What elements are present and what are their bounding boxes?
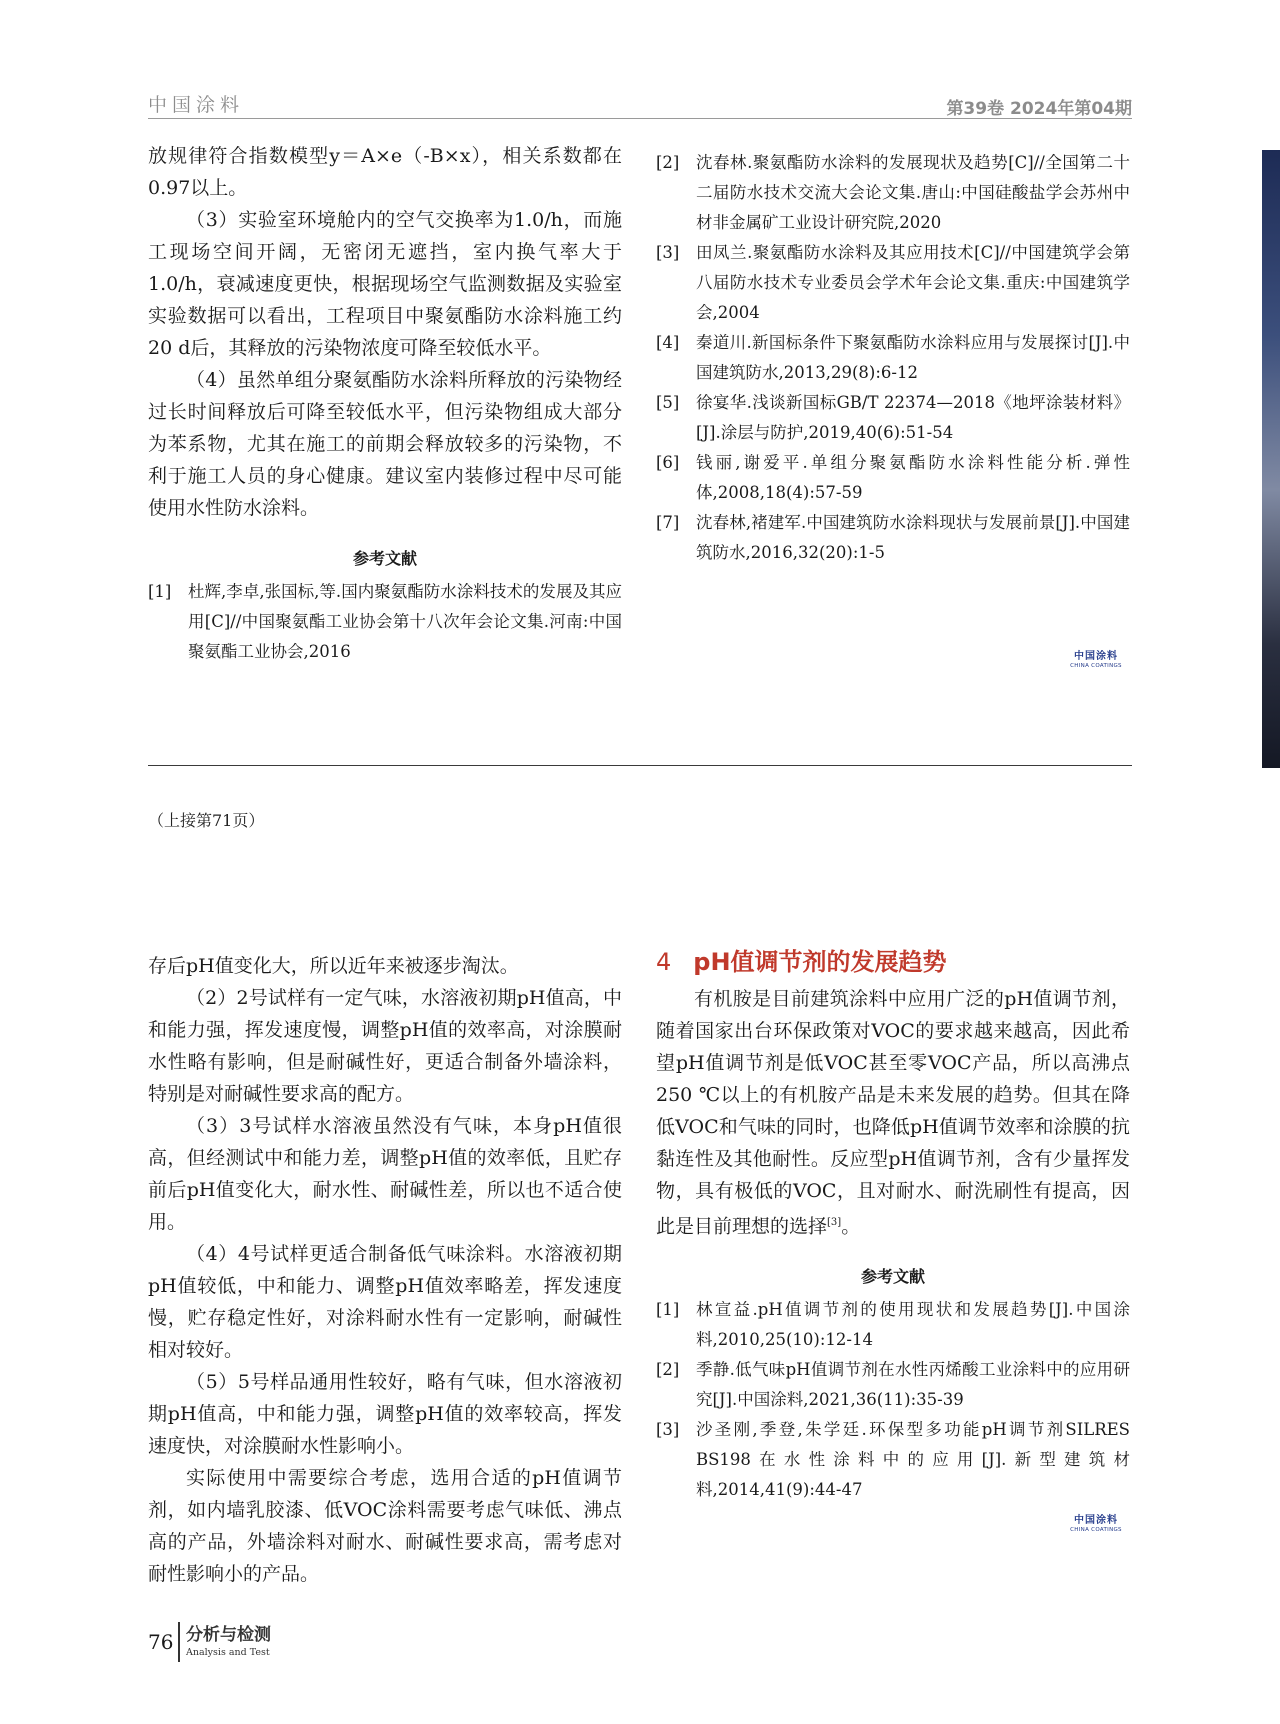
reference-text: 沙圣刚,季登,朱学廷.环保型多功能pH调节剂SILRES BS198在水性涂料中的应用[J].新型建筑材料,2014,41(9):44-47	[696, 1420, 1130, 1500]
reference-number: [3]	[656, 1420, 680, 1440]
china-coatings-logo	[1060, 1516, 1132, 1534]
reference-text: 季静.低气味pH值调节剂在水性丙烯酸工业涂料中的应用研究[J].中国涂料,2021,36(11):35-39	[696, 1360, 1130, 1410]
reference-text: 杜辉,李卓,张国标,等.国内聚氨酯防水涂料技术的发展及其应用[C]//中国聚氨酯工业协会第十八次年会论文集.河南:中国聚氨酯工业协会,2016	[188, 582, 622, 661]
paragraph	[656, 983, 1130, 1242]
reference-number: [7]	[656, 513, 680, 532]
reference-item	[656, 1355, 1130, 1415]
paragraph: （5）5号样品通用性较好，略有气味，但水溶液初期pH值高，中和能力强，调整pH值的效率较高，挥发速度快，对涂膜耐水性影响小。	[148, 1371, 622, 1457]
issue-info: 第39卷 2024年第04期	[946, 99, 1132, 119]
page-number: 76	[148, 1630, 174, 1654]
reference-item	[656, 148, 1130, 238]
reference-text: 钱丽,谢爱平.单组分聚氨酯防水涂料性能分析.弹性体,2008,18(4):57-59	[696, 453, 1130, 502]
section-number: 4	[656, 948, 672, 976]
reference-number: [6]	[656, 453, 680, 472]
top-left-column	[148, 140, 622, 667]
paragraph: 实际使用中需要综合考虑，选用合适的pH值调节剂，如内墙乳胶漆、低VOC涂料需要考虑气味低、沸点高的产品，外墙涂料对耐水、耐碱性要求高，需考虑对耐性影响小的产品。	[148, 1467, 622, 1585]
paragraph: 放规律符合指数模型y＝A×e（-B×x），相关系数都在0.97以上。	[148, 145, 622, 199]
reference-number: [2]	[656, 153, 680, 172]
reference-number: [2]	[656, 1360, 680, 1380]
reference-item	[656, 238, 1130, 328]
reference-text: 林宣益.pH值调节剂的使用现状和发展趋势[J].中国涂料,2010,25(10):12-14	[696, 1300, 1130, 1350]
reference-item	[656, 1415, 1130, 1505]
reference-item	[656, 328, 1130, 388]
citation-mark: [3]	[827, 1217, 842, 1228]
continued-from-note: （上接第71页）	[148, 811, 265, 830]
reference-number: [1]	[656, 1300, 680, 1320]
paragraph: （3）3号试样水溶液虽然没有气味，本身pH值很高，但经测试中和能力差，调整pH值的效率低，且贮存前后pH值变化大，耐水性、耐碱性差，所以也不适合使用。	[148, 1115, 622, 1233]
reference-item	[148, 577, 622, 667]
reference-item	[656, 388, 1130, 448]
reference-item	[656, 508, 1130, 568]
footer-divider	[178, 1622, 180, 1662]
reference-item	[656, 448, 1130, 508]
reference-number: [4]	[656, 333, 680, 352]
reference-text: 徐宴华.浅谈新国标GB/T 22374—2018《地坪涂装材料》[J].涂层与防护,2019,40(6):51-54	[696, 393, 1130, 442]
reference-number: [1]	[148, 582, 172, 601]
logo-text-en: CHINA COATINGS	[1070, 663, 1122, 669]
journal-name: 中国涂料	[148, 94, 245, 116]
logo-text-cn: 中国涂料	[1074, 651, 1118, 662]
reference-text: 田凤兰.聚氨酯防水涂料及其应用技术[C]//中国建筑学会第八届防水技术专业委员会学术年会论文集.重庆:中国建筑学会,2004	[696, 243, 1130, 322]
reference-text: 沈春林,褚建军.中国建筑防水涂料现状与发展前景[J].中国建筑防水,2016,32(20):1-5	[696, 513, 1130, 562]
section-heading	[656, 942, 1130, 977]
paragraph: （4）虽然单组分聚氨酯防水涂料所释放的污染物经过长时间释放后可降至较低水平，但污染物组成大部分为苯系物，尤其在施工的前期会释放较多的污染物，不利于施工人员的身心健康。建议室内装修过程中尽可能使用水性防水涂料。	[148, 369, 622, 519]
section-title: pH值调节剂的发展趋势	[693, 948, 947, 976]
logo-text-en: CHINA COATINGS	[1070, 1527, 1122, 1533]
top-right-column	[656, 148, 1130, 568]
paragraph: 存后pH值变化大，所以近年来被逐步淘汰。	[148, 955, 519, 977]
references-heading: 参考文献	[860, 1267, 925, 1287]
header-divider	[148, 118, 1132, 119]
paragraph-text: 有机胺是目前建筑涂料中应用广泛的pH值调节剂，随着国家出台环保政策对VOC的要求越来越高，因此希望pH值调节剂是低VOC甚至零VOC产品，所以高沸点250 ℃以上的有机胺产品是未来发展的趋势。但其在降低VOC和气味的同时，也降低pH值调节效率和涂膜的抗黏连性及其他耐性。反应型pH值调节剂，含有少量挥发物，具有极低的VOC，且对耐水、耐洗刷性有提高，因此是目前理想的选择	[656, 988, 1130, 1238]
china-coatings-logo	[1060, 652, 1132, 670]
reference-text: 沈春林.聚氨酯防水涂料的发展现状及趋势[C]//全国第二十二届防水技术交流大会论文集.唐山:中国硅酸盐学会苏州中材非金属矿工业设计研究院,2020	[696, 153, 1130, 232]
reference-item	[656, 1295, 1130, 1355]
reference-text: 秦道川.新国标条件下聚氨酯防水涂料应用与发展探讨[J].中国建筑防水,2013,29(8):6-12	[696, 333, 1130, 382]
footer-section-en: Analysis and Test	[186, 1647, 270, 1658]
footer-section-cn: 分析与检测	[186, 1625, 271, 1645]
paragraph: （2）2号试样有一定气味，水溶液初期pH值高，中和能力强，挥发速度慢，调整pH值的效率高，对涂膜耐水性略有影响，但是耐碱性好，更适合制备外墙涂料，特别是对耐碱性要求高的配方。	[148, 987, 622, 1105]
bottom-right-column	[656, 942, 1130, 1505]
reference-number: [5]	[656, 393, 680, 412]
edge-image-strip	[1262, 150, 1280, 768]
paragraph: （3）实验室环境舱内的空气交换率为1.0/h，而施工现场空间开阔，无密闭无遮挡，室内换气率大于1.0/h，衰减速度更快，根据现场空气监测数据及实验室实验数据可以看出，工程项目中聚氨酯防水涂料施工约20 d后，其释放的污染物浓度可降至较低水平。	[148, 209, 622, 359]
references-heading: 参考文献	[352, 549, 417, 568]
section-divider	[148, 765, 1132, 766]
paragraph: （4）4号试样更适合制备低气味涂料。水溶液初期pH值较低，中和能力、调整pH值效率略差，挥发速度慢，贮存稳定性好，对涂料耐水性有一定影响，耐碱性相对较好。	[148, 1243, 622, 1361]
bottom-left-column	[148, 950, 622, 1590]
logo-text-cn: 中国涂料	[1074, 1515, 1118, 1526]
paragraph-end: 。	[841, 1215, 861, 1238]
reference-number: [3]	[656, 243, 680, 262]
